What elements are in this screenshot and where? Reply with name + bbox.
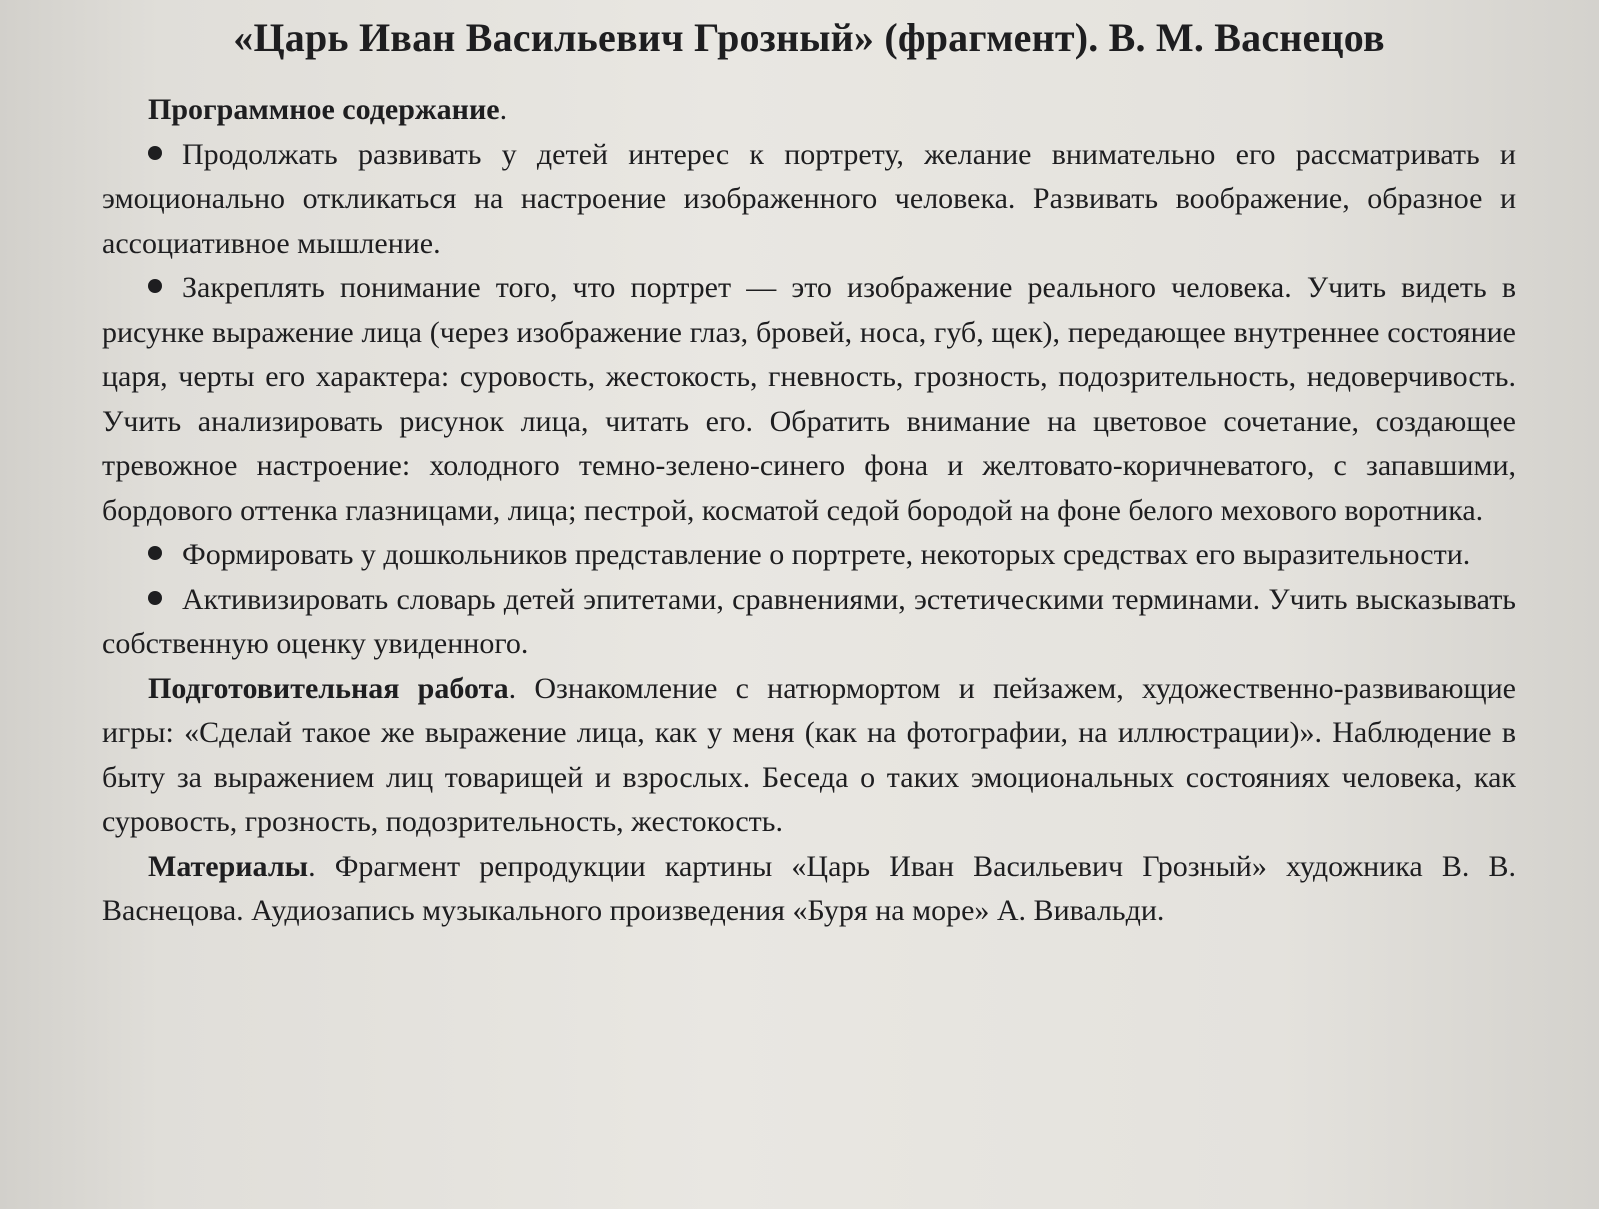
bullet-text: Активизировать словарь детей эпитетами, сравнениями, эстетическими терминами. Учить высказывать собственную оценку увиденного.	[102, 582, 1516, 660]
materials-heading: Материалы	[148, 849, 309, 883]
bullet-text: Формировать у дошкольников представление о портрете, некоторых средствах его выразительности.	[182, 538, 1471, 571]
bullet-item-2	[102, 266, 1516, 533]
program-heading: Программное содержание	[148, 93, 500, 126]
preparatory-paragraph	[102, 667, 1516, 845]
preparatory-heading: Подготовительная работа	[148, 671, 509, 705]
bullet-icon	[148, 279, 162, 293]
bullet-icon	[148, 591, 162, 605]
program-heading-punct: .	[499, 93, 508, 126]
bullet-item-1	[102, 133, 1516, 267]
bullet-text: Продолжать развивать у детей интерес к портрету, желание внимательно его рассматривать и эмоционально откликаться на настроение изображенного человека. Развивать воображение, образное и ассоциативное мышление.	[102, 137, 1516, 260]
bullet-item-3	[102, 533, 1516, 578]
preparatory-text: . Ознакомление с натюрмортом и пейзажем, художественно-развивающие игры: «Сделай такое же выражение лица, как у меня (как на фотографии, на иллюстрации)». Наблюдение в быту за выражением лиц товарищей и взрослых. Беседа о таких эмоциональных состояниях человека, как суровость, грозность, подозрительность, жестокость.	[102, 671, 1516, 838]
bullet-item-4	[102, 578, 1516, 667]
page-title: «Царь Иван Васильевич Грозный» (фрагмент). В. М. Васнецов	[233, 15, 1385, 60]
document-page	[102, 14, 1516, 934]
bullet-icon	[148, 146, 162, 160]
program-heading-paragraph	[102, 88, 1516, 133]
materials-text: . Фрагмент репродукции картины «Царь Иван Васильевич Грозный» художника В. В. Васнецова. Аудиозапись музыкального произведения «Буря на море» А. Вивальди.	[102, 849, 1516, 927]
materials-paragraph	[102, 845, 1516, 934]
bullet-text: Закреплять понимание того, что портрет — это изображение реального человека. Учить видеть в рисунке выражение лица (через изображение глаз, бровей, носа, губ, щек), передающее внутреннее состояние царя, черты его характера: суровость, жестокость, гневность, грозность, подозрительность, недоверчивость. Учить анализировать рисунок лица, читать его. Обратить внимание на цветовое сочетание, создающее тревожное настроение: холодного темно-зелено-синего фона и желтовато-коричневатого, с запавшими, бордового оттенка глазницами, лица; пестрой, косматой седой бородой на фоне белого мехового воротника.	[102, 271, 1516, 527]
bullet-icon	[148, 546, 162, 560]
